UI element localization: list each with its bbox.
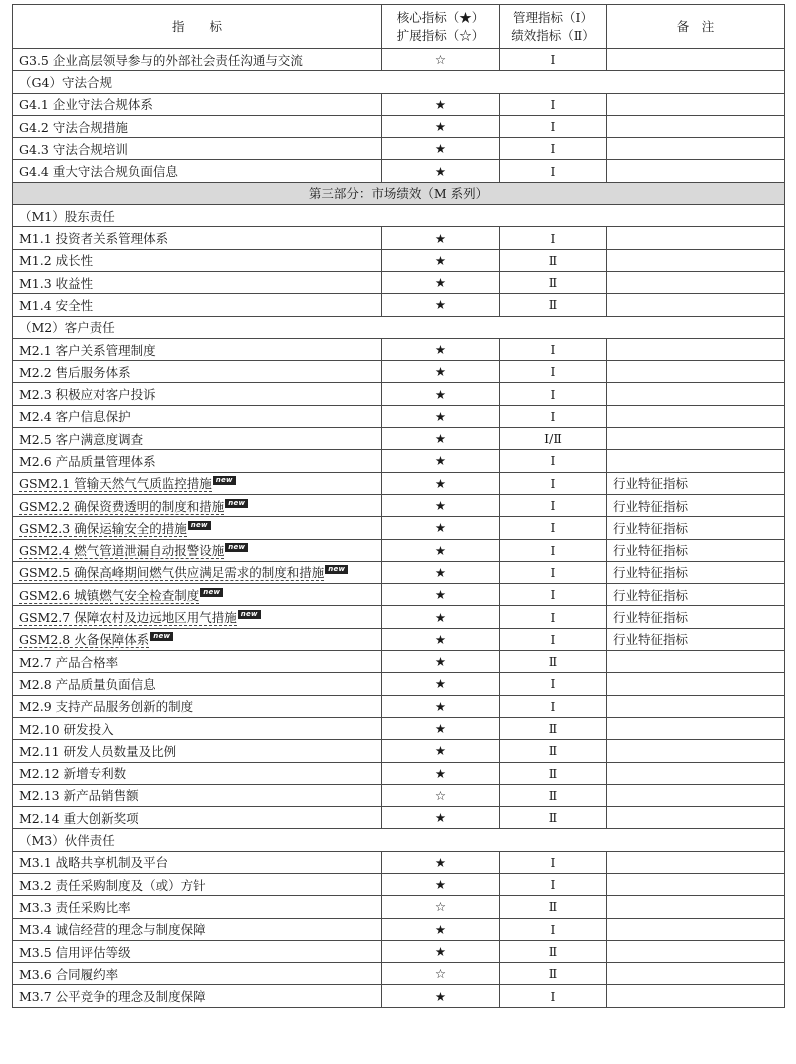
extended-star-icon: ☆ xyxy=(382,896,500,918)
indicator-cell xyxy=(13,762,382,784)
indicator-cell xyxy=(13,115,382,137)
group-title: （M3）伙伴责任 xyxy=(13,829,785,851)
core-star-icon: ★ xyxy=(382,428,500,450)
indicator-cell xyxy=(13,338,382,360)
indicator-type-cell: Ⅰ xyxy=(500,93,607,115)
indicator-label: M2.12 新增专利数 xyxy=(19,766,127,782)
indicator-cell xyxy=(13,472,382,494)
core-star-icon: ★ xyxy=(382,606,500,628)
core-star-icon: ★ xyxy=(382,472,500,494)
indicator-label: GSM2.7 保障农村及边远地区用气措施 xyxy=(19,610,237,626)
note-cell xyxy=(607,762,785,784)
note-cell: 行业特征指标 xyxy=(607,494,785,516)
note-cell xyxy=(607,918,785,940)
table-body xyxy=(13,49,785,1008)
indicator-cell xyxy=(13,539,382,561)
note-cell xyxy=(607,93,785,115)
table-row xyxy=(13,695,785,717)
indicator-label: M2.7 产品合格率 xyxy=(19,654,119,670)
core-star-icon: ★ xyxy=(382,227,500,249)
note-cell xyxy=(607,383,785,405)
indicator-cell xyxy=(13,673,382,695)
indicator-type-cell: Ⅱ xyxy=(500,271,607,293)
indicator-cell xyxy=(13,49,382,71)
indicator-label: M3.3 责任采购比率 xyxy=(19,899,131,915)
core-star-icon: ★ xyxy=(382,584,500,606)
note-cell xyxy=(607,405,785,427)
core-star-icon: ★ xyxy=(382,762,500,784)
core-star-icon: ★ xyxy=(382,740,500,762)
core-star-icon: ★ xyxy=(382,985,500,1007)
indicator-label: GSM2.8 火备保障体系 xyxy=(19,632,150,648)
indicator-type-cell: Ⅰ xyxy=(500,673,607,695)
indicator-type-cell: Ⅱ xyxy=(500,762,607,784)
indicator-cell xyxy=(13,160,382,182)
indicator-type-cell: Ⅱ xyxy=(500,651,607,673)
indicator-cell xyxy=(13,271,382,293)
indicator-label: M3.7 公平竞争的理念及制度保障 xyxy=(19,989,206,1005)
indicator-type-cell: Ⅰ xyxy=(500,985,607,1007)
table-row xyxy=(13,428,785,450)
table-row xyxy=(13,584,785,606)
table-row xyxy=(13,294,785,316)
note-cell xyxy=(607,784,785,806)
indicator-type-cell: Ⅱ xyxy=(500,807,607,829)
core-star-icon: ★ xyxy=(382,383,500,405)
core-star-icon: ★ xyxy=(382,695,500,717)
new-badge-icon: new xyxy=(150,632,173,641)
indicator-label: M2.11 研发人员数量及比例 xyxy=(19,743,177,759)
indicator-label: M2.13 新产品销售额 xyxy=(19,788,139,804)
note-cell: 行业特征指标 xyxy=(607,472,785,494)
indicator-cell xyxy=(13,940,382,962)
note-cell xyxy=(607,673,785,695)
indicator-type-cell: Ⅰ xyxy=(500,115,607,137)
indicator-label: GSM2.2 确保资费透明的制度和措施 xyxy=(19,498,225,514)
core-star-icon: ★ xyxy=(382,405,500,427)
table-row xyxy=(13,561,785,583)
table-row xyxy=(13,940,785,962)
core-star-icon: ★ xyxy=(382,673,500,695)
indicator-cell xyxy=(13,517,382,539)
new-badge-icon: new xyxy=(238,610,261,619)
core-star-icon: ★ xyxy=(382,249,500,271)
indicator-label: M3.6 合同履约率 xyxy=(19,966,119,982)
core-star-icon: ★ xyxy=(382,450,500,472)
core-star-icon: ★ xyxy=(382,160,500,182)
table-row xyxy=(13,49,785,71)
group-row xyxy=(13,829,785,851)
indicator-label: M2.10 研发投入 xyxy=(19,721,114,737)
new-badge-icon: new xyxy=(188,521,211,530)
extended-star-icon: ☆ xyxy=(382,49,500,71)
core-star-icon: ★ xyxy=(382,873,500,895)
indicator-type-cell: Ⅱ xyxy=(500,784,607,806)
table-row xyxy=(13,472,785,494)
indicator-cell xyxy=(13,494,382,516)
new-badge-icon: new xyxy=(225,499,248,508)
core-star-icon: ★ xyxy=(382,338,500,360)
table-row xyxy=(13,963,785,985)
table-row xyxy=(13,717,785,739)
table-row xyxy=(13,807,785,829)
indicator-label: M1.1 投资者关系管理体系 xyxy=(19,231,169,247)
indicator-label: GSM2.4 燃气管道泄漏自动报警设施 xyxy=(19,543,225,559)
indicator-type-cell: Ⅰ xyxy=(500,227,607,249)
table-row xyxy=(13,115,785,137)
core-star-icon: ★ xyxy=(382,93,500,115)
indicator-cell xyxy=(13,651,382,673)
table-row xyxy=(13,873,785,895)
core-star-icon: ★ xyxy=(382,271,500,293)
indicator-cell xyxy=(13,606,382,628)
note-cell xyxy=(607,160,785,182)
note-cell: 行业特征指标 xyxy=(607,628,785,650)
indicator-label: M2.1 客户关系管理制度 xyxy=(19,342,156,358)
indicator-label: G4.4 重大守法合规负面信息 xyxy=(19,164,178,180)
indicator-type-cell: Ⅰ xyxy=(500,918,607,940)
indicator-label: GSM2.5 确保高峰期间燃气供应满足需求的制度和措施 xyxy=(19,565,325,581)
indicator-type-cell: Ⅰ xyxy=(500,361,607,383)
indicator-cell xyxy=(13,918,382,940)
indicator-cell xyxy=(13,963,382,985)
indicator-label: M2.8 产品质量负面信息 xyxy=(19,676,156,692)
core-star-icon: ★ xyxy=(382,940,500,962)
indicator-cell xyxy=(13,249,382,271)
group-row xyxy=(13,205,785,227)
indicator-cell xyxy=(13,93,382,115)
indicator-cell xyxy=(13,405,382,427)
table-row xyxy=(13,271,785,293)
table-row xyxy=(13,361,785,383)
table-row xyxy=(13,651,785,673)
note-cell xyxy=(607,985,785,1007)
indicator-cell xyxy=(13,227,382,249)
indicator-label: M3.5 信用评估等级 xyxy=(19,944,131,960)
table-row xyxy=(13,93,785,115)
note-cell xyxy=(607,428,785,450)
group-row xyxy=(13,316,785,338)
indicator-label: M2.3 积极应对客户投诉 xyxy=(19,387,156,403)
note-cell: 行业特征指标 xyxy=(607,561,785,583)
core-star-icon: ★ xyxy=(382,294,500,316)
indicator-type-cell: Ⅱ xyxy=(500,717,607,739)
table-row xyxy=(13,160,785,182)
indicator-type-cell: Ⅰ xyxy=(500,628,607,650)
note-cell xyxy=(607,49,785,71)
indicator-cell xyxy=(13,383,382,405)
note-cell xyxy=(607,851,785,873)
core-star-icon: ★ xyxy=(382,651,500,673)
indicator-table xyxy=(12,4,785,1008)
table-row xyxy=(13,138,785,160)
note-cell xyxy=(607,651,785,673)
new-badge-icon: new xyxy=(225,543,248,552)
indicator-label: M3.4 诚信经营的理念与制度保障 xyxy=(19,922,206,938)
table-row xyxy=(13,784,785,806)
indicator-type-cell: Ⅰ xyxy=(500,695,607,717)
extended-star-icon: ☆ xyxy=(382,963,500,985)
table-row xyxy=(13,249,785,271)
note-cell xyxy=(607,896,785,918)
indicator-label: GSM2.3 确保运输安全的措施 xyxy=(19,520,187,536)
note-cell xyxy=(607,338,785,360)
table-row xyxy=(13,405,785,427)
indicator-type-cell: Ⅰ xyxy=(500,338,607,360)
note-cell xyxy=(607,717,785,739)
indicator-type-cell: Ⅰ xyxy=(500,539,607,561)
note-cell xyxy=(607,138,785,160)
indicator-type-cell: Ⅰ xyxy=(500,472,607,494)
table-row xyxy=(13,227,785,249)
indicator-type-cell: Ⅰ xyxy=(500,49,607,71)
core-star-icon: ★ xyxy=(382,717,500,739)
indicator-cell xyxy=(13,628,382,650)
section-row xyxy=(13,182,785,204)
indicator-type-cell: Ⅱ xyxy=(500,940,607,962)
indicator-cell xyxy=(13,985,382,1007)
note-cell xyxy=(607,227,785,249)
table-row xyxy=(13,628,785,650)
indicator-cell xyxy=(13,896,382,918)
table-row xyxy=(13,740,785,762)
indicator-cell xyxy=(13,695,382,717)
core-star-icon: ★ xyxy=(382,539,500,561)
indicator-type-cell: Ⅰ xyxy=(500,138,607,160)
table-row xyxy=(13,896,785,918)
note-cell xyxy=(607,695,785,717)
table-row xyxy=(13,985,785,1007)
group-row xyxy=(13,71,785,93)
indicator-type-cell: Ⅰ xyxy=(500,517,607,539)
indicator-type-cell: Ⅱ xyxy=(500,963,607,985)
indicator-label: M2.2 售后服务体系 xyxy=(19,364,131,380)
header-indicator: 指 标 xyxy=(13,5,382,49)
indicator-cell xyxy=(13,717,382,739)
indicator-type-cell: Ⅰ xyxy=(500,584,607,606)
table-row xyxy=(13,673,785,695)
note-cell xyxy=(607,249,785,271)
core-star-icon: ★ xyxy=(382,517,500,539)
new-badge-icon: new xyxy=(325,565,348,574)
extended-star-icon: ☆ xyxy=(382,784,500,806)
indicator-label: M3.2 责任采购制度及（或）方针 xyxy=(19,877,206,893)
group-title: （M2）客户责任 xyxy=(13,316,785,338)
indicator-label: G4.1 企业守法合规体系 xyxy=(19,97,153,113)
indicator-type-cell: Ⅱ xyxy=(500,740,607,762)
core-star-icon: ★ xyxy=(382,361,500,383)
indicator-type-cell: Ⅱ xyxy=(500,896,607,918)
indicator-label: M2.4 客户信息保护 xyxy=(19,409,131,425)
table-row xyxy=(13,494,785,516)
indicator-label: M2.9 支持产品服务创新的制度 xyxy=(19,699,194,715)
core-star-icon: ★ xyxy=(382,807,500,829)
indicator-cell xyxy=(13,807,382,829)
indicator-label: G3.5 企业高层领导参与的外部社会责任沟通与交流 xyxy=(19,52,303,68)
core-star-icon: ★ xyxy=(382,494,500,516)
indicator-cell xyxy=(13,561,382,583)
note-cell xyxy=(607,873,785,895)
indicator-label: G4.2 守法合规措施 xyxy=(19,119,128,135)
note-cell xyxy=(607,450,785,472)
indicator-cell xyxy=(13,138,382,160)
note-cell xyxy=(607,940,785,962)
group-title: （M1）股东责任 xyxy=(13,205,785,227)
indicator-label: M1.3 收益性 xyxy=(19,275,94,291)
indicator-label: GSM2.6 城镇燃气安全检查制度 xyxy=(19,587,200,603)
indicator-cell xyxy=(13,784,382,806)
core-star-icon: ★ xyxy=(382,918,500,940)
note-cell xyxy=(607,294,785,316)
header-note: 备 注 xyxy=(607,5,785,49)
indicator-cell xyxy=(13,851,382,873)
indicator-cell xyxy=(13,428,382,450)
table-row xyxy=(13,338,785,360)
note-cell xyxy=(607,271,785,293)
section-title: 第三部分：市场绩效（M 系列） xyxy=(13,182,785,204)
table-row xyxy=(13,450,785,472)
indicator-label: M2.6 产品质量管理体系 xyxy=(19,453,156,469)
note-cell xyxy=(607,740,785,762)
header-management-performance: 管理指标（Ⅰ） 绩效指标（Ⅱ） xyxy=(500,5,607,49)
note-cell: 行业特征指标 xyxy=(607,606,785,628)
note-cell: 行业特征指标 xyxy=(607,584,785,606)
note-cell xyxy=(607,807,785,829)
indicator-label: G4.3 守法合规培训 xyxy=(19,141,128,157)
indicator-label: M1.4 安全性 xyxy=(19,297,94,313)
core-star-icon: ★ xyxy=(382,138,500,160)
indicator-type-cell: Ⅱ xyxy=(500,294,607,316)
indicator-type-cell: Ⅰ xyxy=(500,405,607,427)
indicator-type-cell: Ⅰ xyxy=(500,160,607,182)
indicator-cell xyxy=(13,294,382,316)
indicator-type-cell: Ⅱ xyxy=(500,249,607,271)
note-cell xyxy=(607,963,785,985)
note-cell xyxy=(607,361,785,383)
note-cell: 行业特征指标 xyxy=(607,539,785,561)
indicator-label: M3.1 战略共享机制及平台 xyxy=(19,855,169,871)
indicator-type-cell: Ⅰ xyxy=(500,561,607,583)
indicator-type-cell: Ⅰ/Ⅱ xyxy=(500,428,607,450)
table-header xyxy=(13,5,785,49)
note-cell xyxy=(607,115,785,137)
indicator-label: GSM2.1 管输天然气气质监控措施 xyxy=(19,476,212,492)
core-star-icon: ★ xyxy=(382,628,500,650)
indicator-label: M2.5 客户满意度调查 xyxy=(19,431,144,447)
new-badge-icon: new xyxy=(213,476,236,485)
header-core-extended: 核心指标（★） 扩展指标（☆） xyxy=(382,5,500,49)
indicator-type-cell: Ⅰ xyxy=(500,383,607,405)
table-row xyxy=(13,851,785,873)
group-title: （G4）守法合规 xyxy=(13,71,785,93)
indicator-cell xyxy=(13,873,382,895)
indicator-type-cell: Ⅰ xyxy=(500,494,607,516)
table-row xyxy=(13,383,785,405)
table-row xyxy=(13,539,785,561)
core-star-icon: ★ xyxy=(382,851,500,873)
indicator-cell xyxy=(13,584,382,606)
indicator-type-cell: Ⅰ xyxy=(500,873,607,895)
core-star-icon: ★ xyxy=(382,115,500,137)
table-row xyxy=(13,517,785,539)
new-badge-icon: new xyxy=(200,588,223,597)
table-row xyxy=(13,762,785,784)
table-row xyxy=(13,918,785,940)
indicator-cell xyxy=(13,740,382,762)
core-star-icon: ★ xyxy=(382,561,500,583)
indicator-type-cell: Ⅰ xyxy=(500,606,607,628)
indicator-type-cell: Ⅰ xyxy=(500,450,607,472)
indicator-label: M2.14 重大创新奖项 xyxy=(19,810,139,826)
table-row xyxy=(13,606,785,628)
indicator-label: M1.2 成长性 xyxy=(19,253,94,269)
indicator-cell xyxy=(13,450,382,472)
note-cell: 行业特征指标 xyxy=(607,517,785,539)
indicator-cell xyxy=(13,361,382,383)
indicator-type-cell: Ⅰ xyxy=(500,851,607,873)
